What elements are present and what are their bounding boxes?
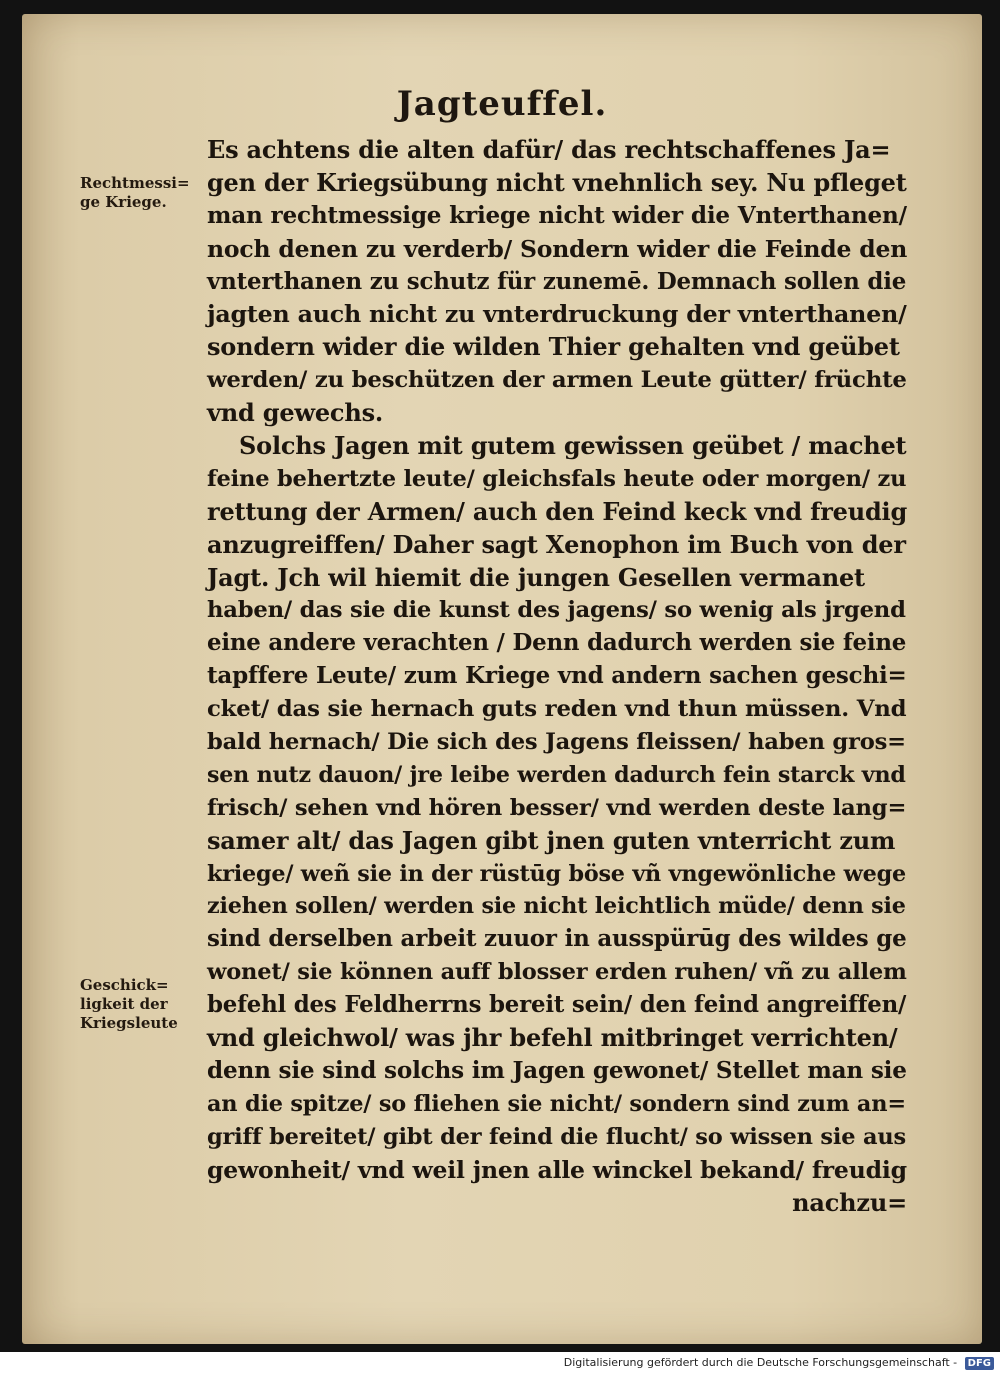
running-header: Jagteuffel. [396, 84, 608, 124]
dfg-logo: DFG [965, 1357, 994, 1370]
margin-note-line: Geschick= [80, 976, 169, 994]
text-line: befehl des Feldherrns bereit sein/ den feind angreiffen/ [207, 992, 907, 1019]
text-line: vnd gewechs. [207, 398, 384, 428]
text-line: anzugreiffen/ Daher sagt Xenophon im Buch von der [207, 529, 906, 559]
text-line: vnterthanen zu schutz für zunemē. Demnach sollen die [207, 267, 907, 295]
text-line: bald hernach/ Die sich des Jagens fleissen/ haben gros= [207, 729, 906, 756]
text-line: feine behertzte leute/ gleichsfals heute oder morgen/ zu [207, 465, 907, 492]
text-line: Es achtens die alten dafür/ das rechtschaffenes Ja= [207, 135, 891, 164]
text-line: sen nutz dauon/ jre leibe werden dadurch fein starck vnd [207, 761, 906, 788]
text-line: sind derselben arbeit zuuor in ausspürūg des wildes ge [207, 925, 907, 953]
margin-note-line: ge Kriege. [80, 193, 167, 211]
text-line: jagten auch nicht zu vnterdruckung der vnterthanen/ [207, 300, 907, 329]
body-text [207, 134, 907, 1219]
text-line: gewonheit/ vnd weil jnen alle winckel bekand/ freudig [207, 1155, 907, 1184]
text-line: samer alt/ das Jagen gibt jnen guten vnterricht zum [207, 825, 896, 855]
text-line: man rechtmessige kriege nicht wider die Vnterthanen/ [207, 201, 907, 229]
book-page [22, 14, 982, 1344]
text-line: vnd gleichwol/ was jhr befehl mitbringet verrichten/ [207, 1023, 898, 1053]
text-line: noch denen zu verderb/ Sondern wider die Feinde den [207, 234, 908, 263]
text-line: frisch/ sehen vnd hören besser/ vnd werden deste lang= [207, 794, 907, 821]
text-line: gen der Kriegsübung nicht vnehnlich sey. Nu pfleget [207, 167, 907, 197]
text-line: eine andere verachten / Denn dadurch werden sie feine [207, 630, 907, 657]
text-line: an die spitze/ so fliehen sie nicht/ sondern sind zum an= [207, 1090, 906, 1117]
margin-note-geschicklichkeit [80, 976, 210, 1033]
text-line: Solchs Jagen mit gutem gewissen geübet / machet [239, 431, 907, 461]
text-line: Jagt. Jch wil hiemit die jungen Gesellen vermanet [207, 562, 865, 592]
margin-note-line: Kriegsleute [80, 1014, 178, 1032]
digitization-footer [0, 1352, 1000, 1374]
margin-note-line: Rechtmessi= [80, 174, 190, 192]
text-line: haben/ das sie die kunst des jagens/ so wenig als jrgend [207, 597, 906, 624]
margin-note-rechtmessige-kriege [80, 174, 210, 212]
text-line: wonet/ sie können auff blosser erden ruhen/ vñ zu allem [207, 959, 907, 986]
text-line: kriege/ weñ sie in der rüstūg böse vñ vngewönliche wege [207, 860, 906, 887]
text-line: rettung der Armen/ auch den Feind keck vnd freudig [207, 496, 908, 526]
text-line: cket/ das sie hernach guts reden vnd thun müssen. Vnd [207, 696, 907, 723]
margin-note-line: ligkeit der [80, 995, 168, 1013]
text-line: ziehen sollen/ werden sie nicht leichtlich müde/ denn sie [207, 893, 906, 920]
text-line: denn sie sind solchs im Jagen gewonet/ Stellet man sie [207, 1056, 907, 1084]
text-line: werden/ zu beschützen der armen Leute gütter/ früchte [207, 367, 907, 394]
footer-text: Digitalisierung gefördert durch die Deutsche Forschungsgemeinschaft - [563, 1356, 958, 1369]
text-line: sondern wider die wilden Thier gehalten vnd geübet [207, 332, 900, 362]
catchword: nachzu= [792, 1187, 907, 1217]
text-line: tapffere Leute/ zum Kriege vnd andern sachen geschi= [207, 662, 907, 690]
text-line: griff bereitet/ gibt der feind die flucht/ so wissen sie aus [207, 1123, 906, 1150]
